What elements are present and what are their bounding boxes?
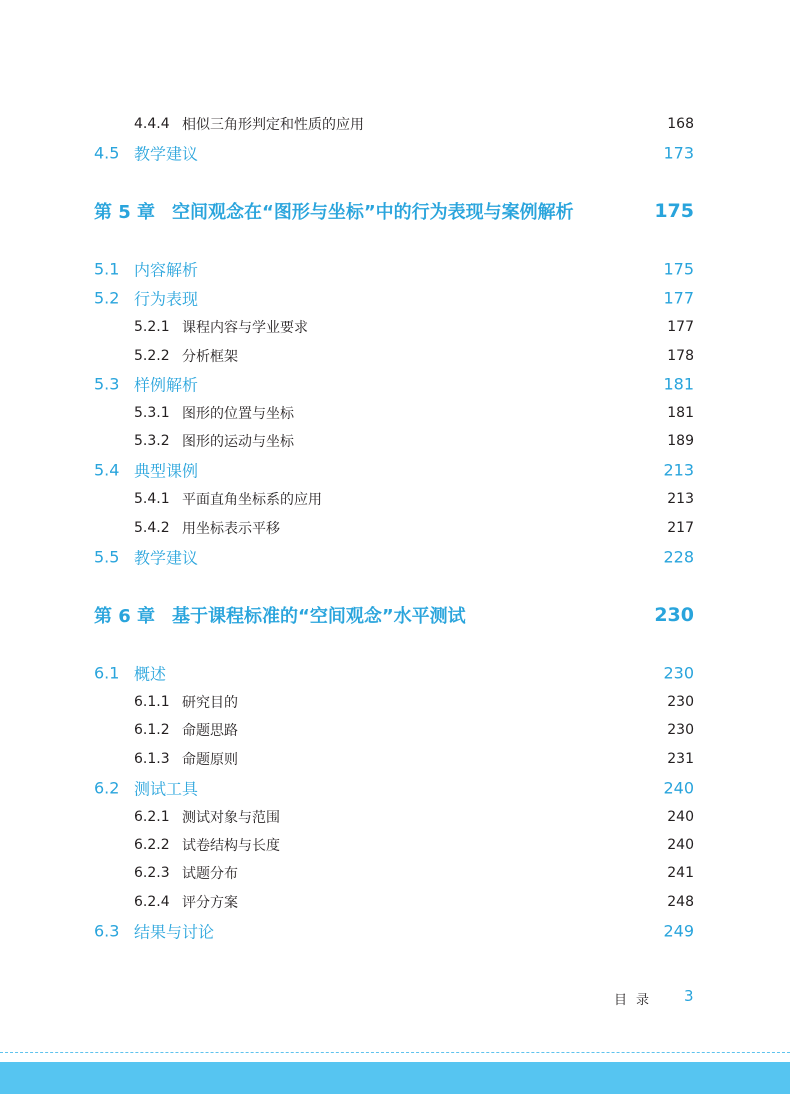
entry-title: 典型课例	[134, 461, 199, 481]
toc-entry-6-2-1[interactable]	[0, 803, 790, 831]
entry-page: 248	[667, 894, 694, 910]
entry-title: 概述	[134, 664, 167, 684]
entry-page: 213	[663, 460, 694, 480]
entry-number: 5.2	[94, 288, 120, 308]
entry-page: 241	[667, 865, 694, 881]
footer-page-number: 3	[684, 987, 694, 1005]
entry-number: 6.2.4	[134, 894, 170, 910]
entry-page: 240	[667, 837, 694, 853]
entry-page: 249	[663, 921, 694, 941]
toc-chapter-5[interactable]	[0, 197, 790, 225]
entry-page: 217	[667, 520, 694, 536]
entry-page: 213	[667, 491, 694, 507]
toc-chapter-6[interactable]	[0, 601, 790, 629]
toc-entry-5-4-1[interactable]	[0, 485, 790, 513]
entry-title: 图形的位置与坐标	[182, 406, 294, 422]
entry-number: 5.2.1	[134, 319, 170, 335]
entry-page: 177	[667, 319, 694, 335]
toc-entry-5-2[interactable]	[0, 284, 790, 312]
entry-page: 181	[663, 374, 694, 394]
toc-entry-6-2-4[interactable]	[0, 888, 790, 916]
toc-entry-4-5[interactable]	[0, 139, 790, 167]
toc-entry-6-2[interactable]	[0, 774, 790, 802]
entry-number: 5.2.2	[134, 348, 170, 364]
entry-page: 168	[667, 116, 694, 132]
entry-title: 平面直角坐标系的应用	[182, 492, 322, 508]
toc-entry-5-4-2[interactable]	[0, 514, 790, 542]
entry-title: 教学建议	[134, 548, 199, 568]
entry-title: 课程内容与学业要求	[182, 320, 308, 336]
entry-number: 5.5	[94, 547, 120, 567]
entry-number: 6.1.3	[134, 751, 170, 767]
entry-title: 测试工具	[134, 779, 199, 799]
entry-title: 图形的运动与坐标	[182, 434, 294, 450]
entry-title: 试卷结构与长度	[182, 838, 280, 854]
entry-number: 4.4.4	[134, 116, 170, 132]
entry-number: 5.3.2	[134, 433, 170, 449]
toc-entry-5-2-2[interactable]	[0, 342, 790, 370]
entry-title: 教学建议	[134, 144, 199, 164]
entry-number: 6.3	[94, 921, 120, 941]
entry-title: 测试对象与范围	[182, 810, 280, 826]
toc-entry-5-1[interactable]	[0, 255, 790, 283]
entry-title: 用坐标表示平移	[182, 521, 280, 537]
toc-entry-6-1-2[interactable]	[0, 716, 790, 744]
toc-entry-6-3[interactable]	[0, 917, 790, 945]
entry-page: 177	[663, 288, 694, 308]
entry-page: 230	[667, 694, 694, 710]
toc-entry-5-3[interactable]	[0, 370, 790, 398]
entry-title: 结果与讨论	[134, 922, 215, 942]
entry-number: 4.5	[94, 143, 120, 163]
entry-page: 228	[663, 547, 694, 567]
entry-number: 5.3	[94, 374, 120, 394]
toc-entry-5-3-2[interactable]	[0, 427, 790, 455]
entry-title: 相似三角形判定和性质的应用	[182, 117, 364, 133]
footer-label: 目录	[614, 993, 659, 1008]
entry-title: 分析框架	[182, 349, 238, 365]
entry-page: 175	[663, 259, 694, 279]
entry-number: 5.4.2	[134, 520, 170, 536]
toc-entry-6-1-3[interactable]	[0, 745, 790, 773]
entry-title: 内容解析	[134, 260, 199, 280]
entry-page: 189	[667, 433, 694, 449]
entry-page: 230	[663, 663, 694, 683]
entry-number: 5.3.1	[134, 405, 170, 421]
toc-entry-6-1-1[interactable]	[0, 688, 790, 716]
chapter-title: 空间观念在“图形与坐标”中的行为表现与案例解析	[172, 202, 574, 223]
toc-entry-5-2-1[interactable]	[0, 313, 790, 341]
chapter-title: 基于课程标准的“空间观念”水平测试	[172, 606, 466, 627]
entry-page: 240	[663, 778, 694, 798]
toc-entry-6-2-2[interactable]	[0, 831, 790, 859]
dashed-divider	[0, 1052, 790, 1053]
entry-number: 6.2.2	[134, 837, 170, 853]
entry-page: 173	[663, 143, 694, 163]
toc-entry-6-2-3[interactable]	[0, 859, 790, 887]
entry-title: 评分方案	[182, 895, 238, 911]
entry-number: 6.1	[94, 663, 120, 683]
entry-title: 命题原则	[182, 752, 238, 768]
bottom-color-band	[0, 1062, 790, 1094]
entry-title: 命题思路	[182, 723, 238, 739]
toc-entry-4-4-4[interactable]	[0, 110, 790, 138]
entry-title: 试题分布	[182, 866, 238, 882]
entry-page: 230	[667, 722, 694, 738]
entry-number: 6.2	[94, 778, 120, 798]
entry-page: 240	[667, 809, 694, 825]
entry-page: 231	[667, 751, 694, 767]
chapter-number: 第 6 章	[94, 606, 156, 627]
entry-number: 6.2.1	[134, 809, 170, 825]
toc-entry-5-3-1[interactable]	[0, 399, 790, 427]
entry-number: 5.1	[94, 259, 120, 279]
entry-title: 行为表现	[134, 289, 199, 309]
entry-page: 181	[667, 405, 694, 421]
toc-entry-6-1[interactable]	[0, 659, 790, 687]
toc-entry-5-5[interactable]	[0, 543, 790, 571]
entry-number: 6.1.1	[134, 694, 170, 710]
entry-number: 5.4.1	[134, 491, 170, 507]
entry-number: 6.1.2	[134, 722, 170, 738]
toc-entry-5-4[interactable]	[0, 456, 790, 484]
chapter-number: 第 5 章	[94, 202, 156, 223]
entry-page: 178	[667, 348, 694, 364]
entry-title: 样例解析	[134, 375, 199, 395]
entry-number: 5.4	[94, 460, 120, 480]
chapter-page: 230	[654, 604, 694, 626]
entry-number: 6.2.3	[134, 865, 170, 881]
chapter-page: 175	[654, 200, 694, 222]
entry-title: 研究目的	[182, 695, 238, 711]
